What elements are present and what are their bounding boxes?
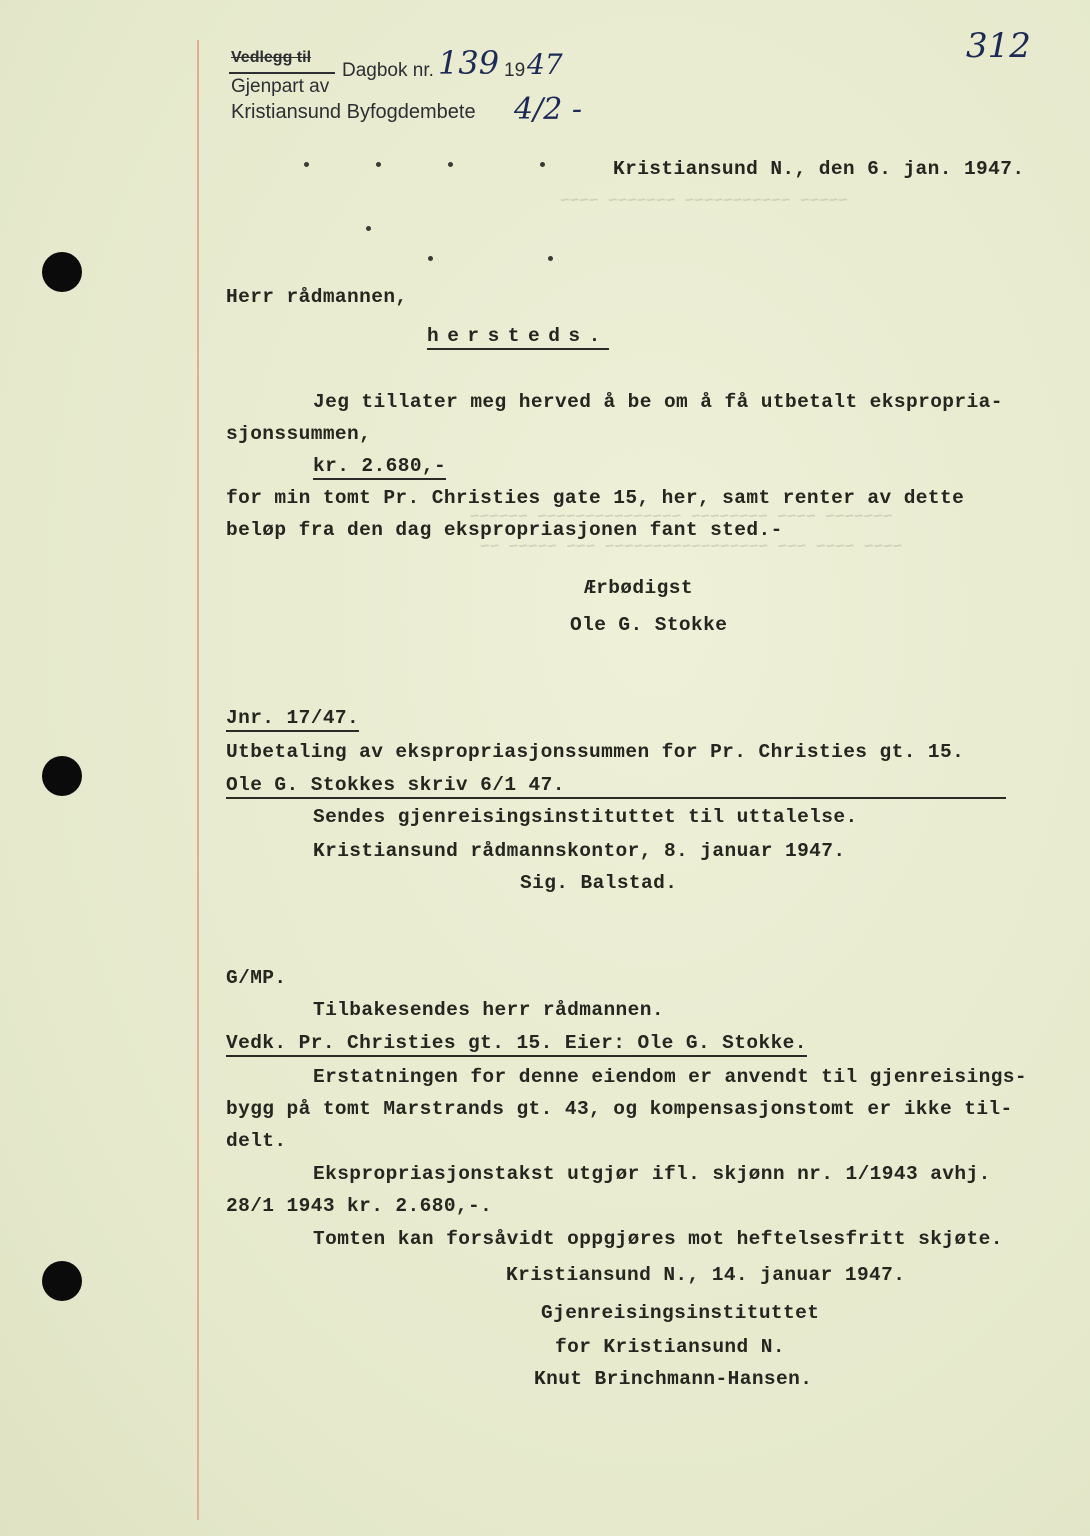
punch-hole-top [42,252,82,292]
letter-salutation: Herr rådmannen, [226,286,408,308]
type-dot [548,256,553,261]
letter-amount: kr. 2.680,- [313,455,446,477]
endorsement1-text1: Sendes gjenreisingsinstituttet til uttalelse. [313,806,858,828]
bleed-through: ~~~~~ ~~~~~~~~~~~ ~~~~~~~ ~~~~ [560,192,849,210]
punch-hole-bottom [42,1261,82,1301]
endorsement2-para2-line1: Ekspropriasjonstakst utgjør ifl. skjønn nr. 1/1943 avhj. [313,1163,991,1185]
letter-body-line3: for min tomt Pr. Christies gate 15, her, samt renter av dette [226,487,965,509]
stamp-office: Kristiansund Byfogdembete [231,101,476,123]
stamp-struck-label: Vedlegg til [231,49,312,66]
stamp-dagbok-label: Dagbok nr. [342,60,434,81]
endorsement2-para1-line2: bygg på tomt Marstrands gt. 43, og kompensasjonstomt er ikke til- [226,1098,1013,1120]
bleed-through: ~~~~~~~ ~~~~ ~~~~~~~~ ~~~~~~~~~~~~~~~ ~~~~~~ [470,508,893,526]
stamp-date: 4/2 - [514,92,582,127]
endorsement2-line1: Tilbakesendes herr rådmannen. [313,999,664,1021]
type-dot [366,226,371,231]
letter-place: hersteds. [427,325,609,347]
stamp-gjenpart: Gjenpart av [231,76,330,97]
bleed-through: ~~~~ ~~~~ ~~~ ~~~~~~~~~~~~~~~~~ ~~~ ~~~~~ ~~ [480,538,903,556]
type-dot [428,256,433,261]
endorsement2-dateline: Kristiansund N., 14. januar 1947. [506,1264,906,1286]
letter-body-line4: beløp fra den dag ekspropriasjonen fant sted.- [226,519,783,541]
endorsement1-signature: Sig. Balstad. [520,872,678,894]
endorsement1-rule [226,797,1006,799]
page-number: 312 [966,26,1031,66]
endorsement1-text2: Kristiansund rådmannskontor, 8. januar 1947. [313,840,846,862]
endorsement2-sig-line3: Knut Brinchmann-Hansen. [534,1368,813,1390]
letter-body-line2: sjonssummen, [226,423,372,445]
letter-dateline: Kristiansund N., den 6. jan. 1947. [613,158,1025,180]
endorsement1-subject-line1: Utbetaling av ekspropriasjonssummen for Pr. Christies gt. 15. [226,741,965,763]
endorsement2-ref: G/MP. [226,967,287,989]
stamp-rule [229,72,335,74]
dagbok-year: 47 [527,48,563,81]
endorsement2-para1-line1: Erstatningen for denne eiendom er anvendt til gjenreisings- [313,1066,1028,1088]
journal-ref: Jnr. 17/47. [226,707,359,729]
type-dot [540,162,545,167]
stamp-year-printed: 19 [504,60,526,81]
endorsement2-para2-line2: 28/1 1943 kr. 2.680,-. [226,1195,493,1217]
endorsement2-subject: Vedk. Pr. Christies gt. 15. Eier: Ole G. Stokke. [226,1032,807,1054]
endorsement2-sig-line1: Gjenreisingsinstituttet [541,1302,820,1324]
letter-closing: Ærbødigst [584,577,693,599]
dagbok-number: 139 [438,44,500,82]
type-dot [448,162,453,167]
margin-line [197,40,199,1520]
letter-body-line1: Jeg tillater meg herved å be om å få utbetalt ekspropria- [313,391,1003,413]
type-dot [304,162,309,167]
endorsement2-para3: Tomten kan forsåvidt oppgjøres mot heftelsesfritt skjøte. [313,1228,1003,1250]
punch-hole-middle [42,756,82,796]
letter-signature: Ole G. Stokke [570,614,728,636]
endorsement2-sig-line2: for Kristiansund N. [555,1336,785,1358]
type-dot [376,162,381,167]
endorsement1-subject-line2: Ole G. Stokkes skriv 6/1 47. [226,774,565,796]
endorsement2-para1-line3: delt. [226,1130,287,1152]
